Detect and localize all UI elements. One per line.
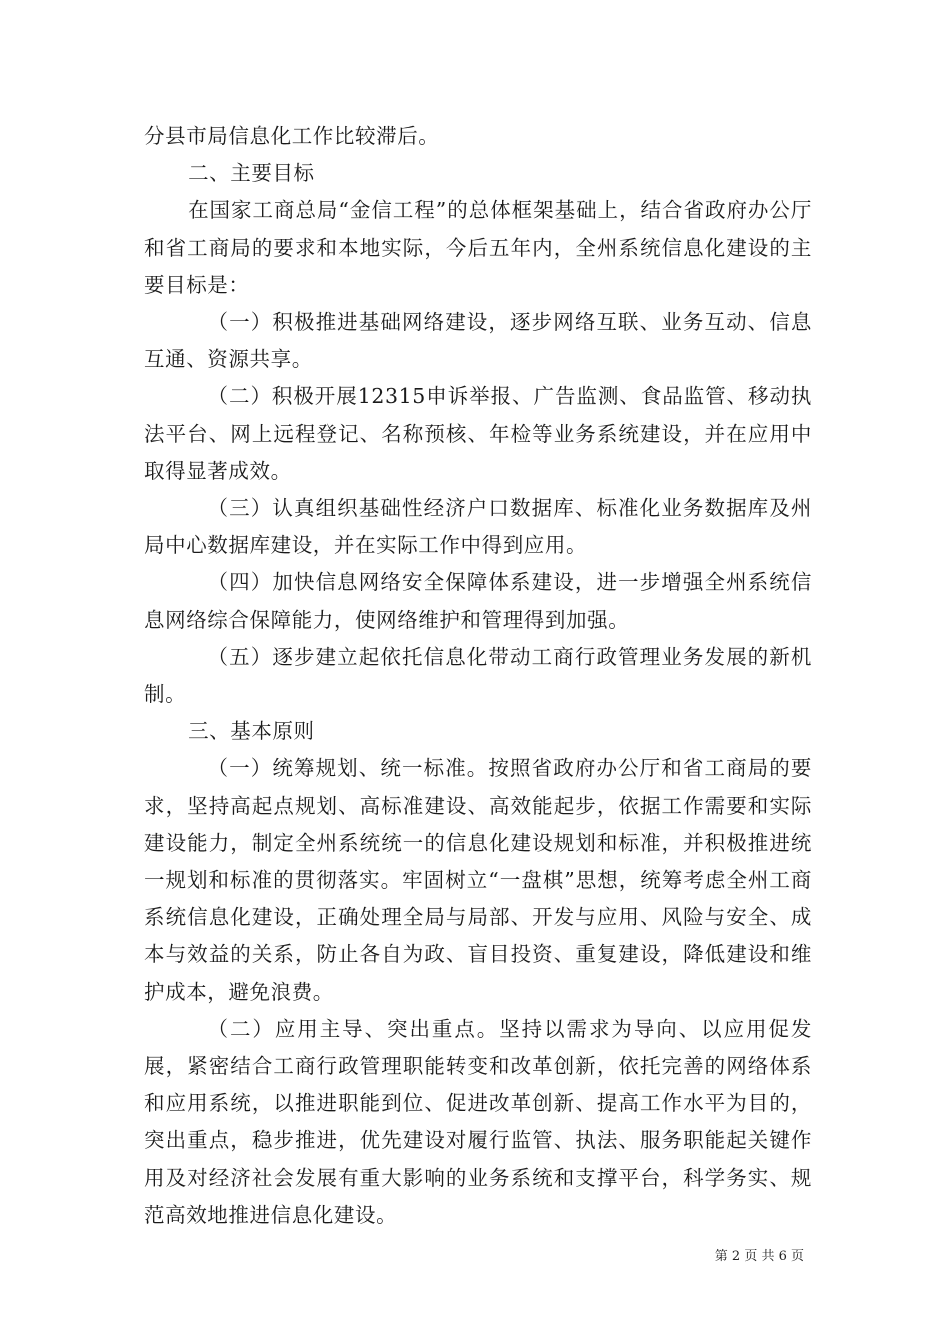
- section-heading-basic-principles: 三、基本原则: [188, 719, 315, 744]
- document-body: [144, 118, 812, 1234]
- goal-item-5: （五）逐步建立起依托信息化带动工商行政管理业务发展的新机制。: [144, 644, 812, 707]
- paragraph-goals-intro: 在国家工商总局“金信工程”的总体框架基础上，结合省政府办公厅和省工商局的要求和本地实际，今后五年内，全州系统信息化建设的主要目标是：: [144, 198, 812, 297]
- goal-item-2: （二）积极开展12315申诉举报、广告监测、食品监管、移动执法平台、网上远程登记、名称预核、年检等业务系统建设，并在应用中取得显著成效。: [144, 384, 812, 483]
- paragraph-continuation: 分县市局信息化工作比较滞后。: [144, 124, 440, 148]
- goal-item-1: （一）积极推进基础网络建设，逐步网络互联、业务互动、信息互通、资源共享。: [144, 310, 812, 372]
- page-number: 第 2 页 共 6 页: [714, 1249, 804, 1264]
- section-heading-main-goals: 二、主要目标: [188, 161, 315, 186]
- goal-item-4: （四）加快信息网络安全保障体系建设，进一步增强全州系统信息网络综合保障能力，使网络维护和管理得到加强。: [144, 570, 812, 632]
- goal-item-3: （三）认真组织基础性经济户口数据库、标准化业务数据库及州局中心数据库建设，并在实际工作中得到应用。: [144, 496, 812, 558]
- principle-item-2: （二）应用主导、突出重点。坚持以需求为导向、以应用促发展，紧密结合工商行政管理职能转变和改革创新，依托完善的网络体系和应用系统，以推进职能到位、促进改革创新、提高工作水平为目的，突出重点，稳步推进，优先建设对履行监管、执法、服务职能起关键作用及对经济社会发展有重大影响的业务系统和支撑平台，科学务实、规范高效地推进信息化建设。: [144, 1016, 812, 1227]
- principle-item-1: （一）统筹规划、统一标准。按照省政府办公厅和省工商局的要求，坚持高起点规划、高标准建设、高效能起步，依据工作需要和实际建设能力，制定全州系统统一的信息化建设规划和标准，并积极推进统一规划和标准的贯彻落实。牢固树立“一盘棋”思想，统筹考虑全州工商系统信息化建设，正确处理全局与局部、开发与应用、风险与安全、成本与效益的关系，防止各自为政、盲目投资、重复建设，降低建设和维护成本，避免浪费。: [144, 756, 812, 1004]
